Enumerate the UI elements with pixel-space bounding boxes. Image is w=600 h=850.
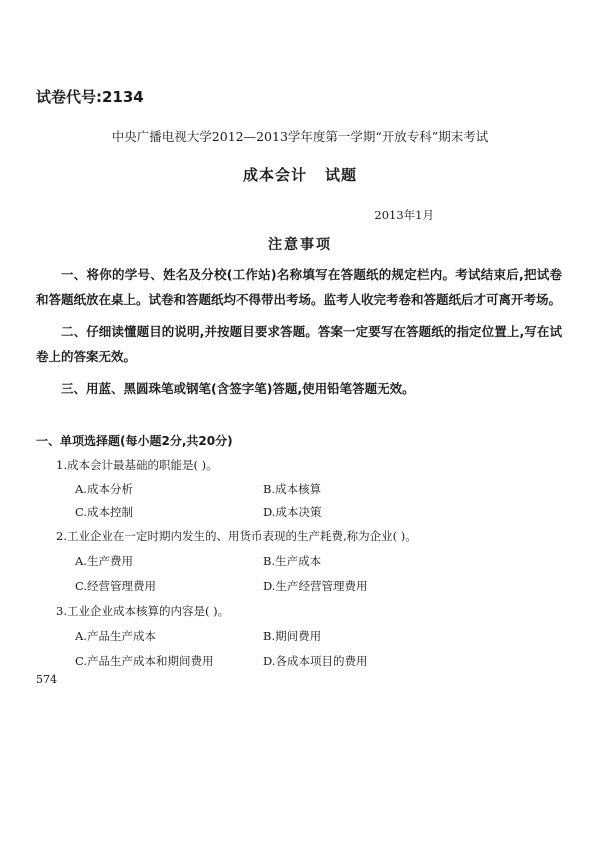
question-option: D.各成本项目的费用 — [263, 654, 368, 668]
exam-header: 中央广播电视大学2012—2013学年度第一学期“开放专科”期末考试 — [111, 129, 489, 144]
question-option: A.成本分析 — [75, 482, 133, 496]
page-number: 574 — [36, 673, 57, 686]
question-option: C.经营管理费用 — [75, 579, 157, 593]
question-stem: 2.工业企业在一定时期内发生的、用货币表现的生产耗费,称为企业( )。 — [56, 529, 417, 543]
section-heading: 一、单项选择题(每小题2分,共20分) — [36, 434, 233, 448]
question-stem: 3.工业企业成本核算的内容是( )。 — [56, 604, 230, 618]
question-option: B.生产成本 — [263, 554, 322, 568]
question-option: D.成本决策 — [263, 505, 322, 519]
exam-title — [0, 164, 600, 185]
question-option: B.成本核算 — [263, 482, 322, 496]
notice-item: 二、仔细读懂题目的说明,并按题目要求答题。答案一定要写在答题纸的指定位置上,写在试卷上的答案无效。 — [36, 324, 562, 364]
question-option: D.生产经营管理费用 — [263, 579, 368, 593]
question-option: C.产品生产成本和期间费用 — [75, 654, 214, 668]
question-option: C.成本控制 — [75, 505, 134, 519]
notice-item: 一、将你的学号、姓名及分校(工作站)名称填写在答题纸的规定栏内。考试结束后,把试卷和答题纸放在桌上。试卷和答题纸均不得带出考场。监考人收完考卷和答题纸后才可离开考场。 — [36, 267, 562, 307]
question-option: B.期间费用 — [263, 629, 322, 643]
paper-code: 试卷代号:2134 — [36, 88, 144, 106]
question-option: A.产品生产成本 — [75, 629, 156, 643]
question-option: A.生产费用 — [75, 554, 133, 568]
question-stem: 1.成本会计最基础的职能是( )。 — [56, 458, 218, 472]
notice-item: 三、用蓝、黑圆珠笔或钢笔(含签字笔)答题,使用铅笔答题无效。 — [61, 381, 415, 396]
exam-date: 2013年1月 — [374, 208, 434, 222]
exam-title-subject: 成本会计 — [242, 166, 307, 184]
notice-list — [36, 262, 562, 408]
notice-heading: 注意事项 — [268, 237, 332, 253]
exam-title-suffix: 试题 — [325, 166, 358, 184]
